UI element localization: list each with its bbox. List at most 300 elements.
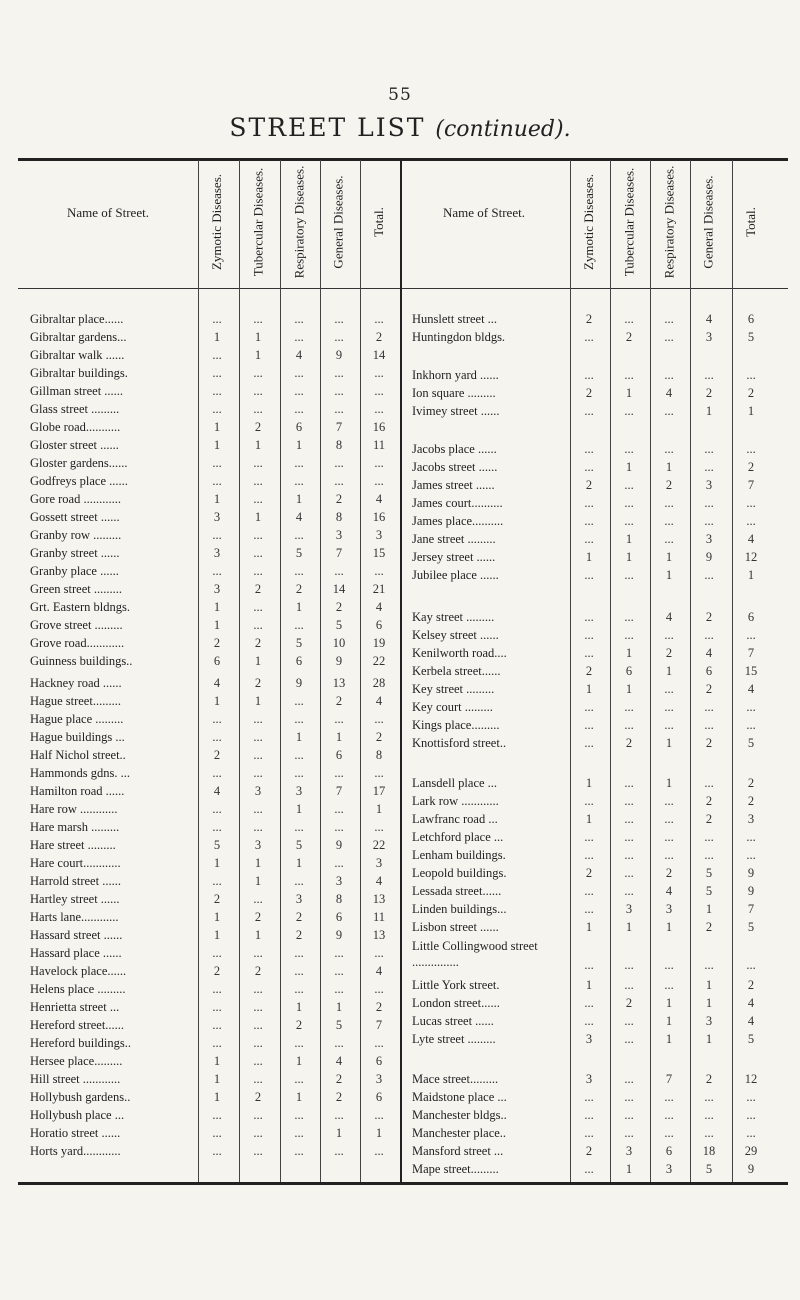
table-row [0, 1106, 800, 1124]
table-row [0, 608, 800, 626]
street-name: Hill street ............ [30, 1072, 121, 1086]
street-name: Granby street ...... [30, 546, 120, 560]
general-count: 3 [335, 874, 343, 888]
tubercular-count: ... [253, 982, 263, 996]
table-row [0, 1030, 800, 1048]
total-count: 15 [744, 664, 758, 678]
table-row [0, 418, 800, 436]
tubercular-count: ... [624, 568, 634, 582]
respiratory-count: ... [664, 718, 674, 732]
tubercular-count: 1 [625, 550, 633, 564]
tubercular-count: ... [624, 1108, 634, 1122]
street-name: Hereford buildings.. [30, 1036, 132, 1050]
respiratory-count: ... [294, 1126, 304, 1140]
respiratory-count: ... [664, 830, 674, 844]
general-count: ... [704, 1126, 714, 1140]
respiratory-count: ... [664, 978, 674, 992]
street-name: Hare street ......... [30, 838, 116, 852]
street-name: Gibraltar place...... [30, 312, 124, 326]
general-count: 5 [705, 1162, 713, 1176]
table-row [0, 1160, 800, 1178]
tubercular-count: 1 [625, 920, 633, 934]
zymotic-count: ... [212, 1036, 222, 1050]
respiratory-count: 2 [295, 582, 303, 596]
header-tubercular-left [239, 167, 277, 277]
street-name: Hollybush gardens.. [30, 1090, 131, 1104]
respiratory-count: 5 [295, 546, 303, 560]
street-name: Hollybush place ... [30, 1108, 125, 1122]
total-count: 4 [747, 682, 755, 696]
tubercular-count: 2 [254, 676, 262, 690]
respiratory-count: 5 [295, 636, 303, 650]
street-name: London street...... [412, 996, 500, 1010]
general-count: ... [704, 514, 714, 528]
total-count: ... [374, 564, 384, 578]
total-count: 5 [747, 736, 755, 750]
total-count: 15 [372, 546, 386, 560]
tubercular-count: ... [253, 1072, 263, 1086]
respiratory-count: ... [294, 946, 304, 960]
respiratory-count: ... [294, 456, 304, 470]
total-count: 7 [747, 646, 755, 660]
tubercular-count: ... [624, 884, 634, 898]
street-name: Horatio street ...... [30, 1126, 121, 1140]
total-count: 2 [747, 978, 755, 992]
header-bottom-rule [18, 288, 788, 289]
zymotic-count: 1 [213, 438, 221, 452]
general-count: ... [334, 366, 344, 380]
tubercular-count: ... [253, 1018, 263, 1032]
zymotic-count: ... [212, 820, 222, 834]
zymotic-count: 3 [213, 546, 221, 560]
respiratory-count: 1 [665, 664, 673, 678]
table-row [0, 734, 800, 752]
respiratory-count: ... [664, 628, 674, 642]
tubercular-count: 2 [254, 636, 262, 650]
total-count: ... [374, 982, 384, 996]
header-label: Tubercular Diseases. [621, 167, 636, 277]
tubercular-count: ... [253, 730, 263, 744]
zymotic-count: ... [584, 996, 594, 1010]
general-count: 1 [335, 1000, 343, 1014]
total-count: 3 [747, 812, 755, 826]
general-count: ... [334, 946, 344, 960]
total-count: 5 [747, 330, 755, 344]
street-name: Leopold buildings. [412, 866, 507, 880]
general-count: ... [334, 456, 344, 470]
street-name: Kings place......... [412, 718, 500, 732]
respiratory-count: ... [664, 404, 674, 418]
zymotic-count: ... [584, 958, 594, 972]
tubercular-count: ... [253, 402, 263, 416]
total-count: 21 [372, 582, 386, 596]
respiratory-count: 1 [665, 1032, 673, 1046]
street-name: Maidstone place ... [412, 1090, 507, 1104]
zymotic-count: 1 [213, 492, 221, 506]
total-count: ... [746, 514, 756, 528]
general-count: 4 [705, 646, 713, 660]
total-count: 6 [375, 618, 383, 632]
street-name: Key court ......... [412, 700, 493, 714]
general-count: 13 [332, 676, 346, 690]
total-count: 4 [375, 694, 383, 708]
tubercular-count: ... [253, 748, 263, 762]
general-count: 5 [705, 884, 713, 898]
header-label: General Diseases. [331, 175, 347, 269]
general-count: 1 [705, 996, 713, 1010]
tubercular-count: 1 [625, 532, 633, 546]
total-count: 1 [375, 802, 383, 816]
street-name: Horts yard............ [30, 1144, 121, 1158]
tubercular-count: ... [253, 474, 263, 488]
zymotic-count: ... [212, 730, 222, 744]
respiratory-count: ... [664, 848, 674, 862]
tubercular-count: ... [624, 866, 634, 880]
street-name: Lyte street ......... [412, 1032, 496, 1046]
table-row [0, 716, 800, 734]
tubercular-count: ... [624, 958, 634, 972]
street-name: Glass street ......... [30, 402, 120, 416]
total-count: 16 [372, 510, 386, 524]
zymotic-count: 1 [213, 330, 221, 344]
zymotic-count: ... [584, 610, 594, 624]
general-count: 9 [335, 654, 343, 668]
general-count: ... [334, 802, 344, 816]
tubercular-count: ... [624, 830, 634, 844]
tubercular-count: ... [624, 610, 634, 624]
tubercular-count: ... [253, 312, 263, 326]
zymotic-count: ... [584, 646, 594, 660]
tubercular-count: 2 [625, 330, 633, 344]
zymotic-count: 2 [585, 478, 593, 492]
total-count: 4 [747, 996, 755, 1010]
general-count: ... [334, 1108, 344, 1122]
tubercular-count: 1 [254, 694, 262, 708]
street-name: Gibraltar gardens... [30, 330, 127, 344]
total-count: 2 [747, 386, 755, 400]
street-name: Hereford street...... [30, 1018, 125, 1032]
street-name: Kay street ......... [412, 610, 495, 624]
general-count: 3 [705, 532, 713, 546]
respiratory-count: ... [664, 330, 674, 344]
zymotic-count: ... [584, 884, 594, 898]
zymotic-count: 2 [213, 636, 221, 650]
total-count: 4 [747, 532, 755, 546]
tubercular-count: ... [253, 1126, 263, 1140]
general-count: ... [334, 964, 344, 978]
respiratory-count: 1 [295, 1000, 303, 1014]
total-count: ... [374, 712, 384, 726]
total-count: 2 [747, 794, 755, 808]
total-count: 1 [747, 404, 755, 418]
table-row [0, 846, 800, 864]
tubercular-count: ... [253, 528, 263, 542]
street-name: Ion square ......... [412, 386, 496, 400]
street-name: Lessada street...... [412, 884, 502, 898]
general-count: ... [334, 1036, 344, 1050]
tubercular-count: ... [624, 442, 634, 456]
table-row [0, 918, 800, 936]
general-count: 2 [335, 1090, 343, 1104]
total-count: ... [746, 1090, 756, 1104]
table-row [0, 1088, 800, 1106]
total-count: 11 [372, 910, 386, 924]
zymotic-count: ... [584, 736, 594, 750]
respiratory-count: 1 [665, 1014, 673, 1028]
respiratory-count: 1 [295, 492, 303, 506]
total-count: 9 [747, 1162, 755, 1176]
total-count: ... [374, 1036, 384, 1050]
total-count: 5 [747, 920, 755, 934]
zymotic-count: 1 [213, 1072, 221, 1086]
total-count: 9 [747, 866, 755, 880]
street-name: Mace street......... [412, 1072, 499, 1086]
zymotic-count: ... [584, 442, 594, 456]
zymotic-count: 2 [585, 1144, 593, 1158]
respiratory-count: ... [294, 330, 304, 344]
respiratory-count: ... [294, 982, 304, 996]
tubercular-count: 1 [254, 330, 262, 344]
street-name: Gossett street ...... [30, 510, 120, 524]
zymotic-count: 3 [213, 510, 221, 524]
general-count: ... [704, 718, 714, 732]
tubercular-count: ... [253, 618, 263, 632]
tubercular-count: ... [624, 1032, 634, 1046]
table-row [0, 976, 800, 994]
header-label: General Diseases. [701, 175, 717, 269]
table-row [0, 1012, 800, 1030]
general-count: 4 [335, 1054, 343, 1068]
respiratory-count: ... [294, 528, 304, 542]
general-count: 2 [705, 610, 713, 624]
street-name: Gibraltar buildings. [30, 366, 128, 380]
respiratory-count: ... [664, 442, 674, 456]
total-count: 4 [747, 1014, 755, 1028]
zymotic-count: 1 [213, 910, 221, 924]
zymotic-count: 2 [213, 748, 221, 762]
respiratory-count: ... [294, 820, 304, 834]
street-name: Lawfranc road ... [412, 812, 498, 826]
tubercular-count: 1 [254, 856, 262, 870]
street-name: Hassard street ...... [30, 928, 123, 942]
general-count: ... [704, 496, 714, 510]
zymotic-count: 2 [585, 866, 593, 880]
total-count: 12 [744, 550, 758, 564]
street-name: James street ...... [412, 478, 495, 492]
respiratory-count: ... [294, 1144, 304, 1158]
table-row [0, 994, 800, 1012]
tubercular-count: 3 [254, 784, 262, 798]
street-name: Granby place ...... [30, 564, 119, 578]
zymotic-count: ... [584, 460, 594, 474]
total-count: 3 [375, 528, 383, 542]
general-count: 7 [335, 784, 343, 798]
tubercular-count: 1 [625, 646, 633, 660]
zymotic-count: 1 [213, 928, 221, 942]
total-count: ... [746, 1126, 756, 1140]
street-name: Helens place ......... [30, 982, 126, 996]
zymotic-count: ... [584, 514, 594, 528]
general-count: ... [334, 330, 344, 344]
zymotic-count: 1 [585, 978, 593, 992]
street-name: James place.......... [412, 514, 504, 528]
table-row [0, 494, 800, 512]
street-name: James court.......... [412, 496, 503, 510]
tubercular-count: ... [624, 812, 634, 826]
general-count: 2 [705, 794, 713, 808]
tubercular-count: ... [253, 564, 263, 578]
general-count: ... [334, 712, 344, 726]
header-tubercular-right [610, 167, 648, 277]
street-name: Lark row ............ [412, 794, 499, 808]
tubercular-count: ... [624, 794, 634, 808]
respiratory-count: 1 [295, 1054, 303, 1068]
street-name: Key street ......... [412, 682, 495, 696]
respiratory-count: ... [294, 384, 304, 398]
tubercular-count: ... [624, 848, 634, 862]
tubercular-count: 1 [625, 682, 633, 696]
total-count: ... [374, 402, 384, 416]
zymotic-count: 1 [213, 1054, 221, 1068]
street-name: Hague place ......... [30, 712, 124, 726]
general-count: 1 [705, 404, 713, 418]
street-name: Havelock place...... [30, 964, 127, 978]
tubercular-count: ... [253, 712, 263, 726]
table-bottom-rule [18, 1182, 788, 1185]
general-count: 1 [335, 730, 343, 744]
table-row [0, 458, 800, 476]
respiratory-count: 2 [295, 1018, 303, 1032]
respiratory-count: ... [294, 1108, 304, 1122]
tubercular-count: ... [253, 492, 263, 506]
respiratory-count: 1 [665, 550, 673, 564]
street-name: Letchford place ... [412, 830, 504, 844]
respiratory-count: ... [294, 618, 304, 632]
general-count: 2 [705, 920, 713, 934]
tubercular-count: 2 [254, 910, 262, 924]
table-row [0, 1052, 800, 1070]
street-name: Hague buildings ... [30, 730, 125, 744]
table-row [0, 310, 800, 328]
general-count: 1 [705, 978, 713, 992]
tubercular-count: ... [253, 366, 263, 380]
table-row [0, 1070, 800, 1088]
respiratory-count: ... [294, 874, 304, 888]
table-row [0, 1142, 800, 1160]
respiratory-count: ... [664, 532, 674, 546]
respiratory-count: 4 [665, 884, 673, 898]
page-number: 55 [388, 85, 412, 105]
total-count: 7 [375, 1018, 383, 1032]
respiratory-count: ... [664, 514, 674, 528]
general-count: 18 [702, 1144, 716, 1158]
zymotic-count: 4 [213, 784, 221, 798]
zymotic-count: 1 [585, 812, 593, 826]
title-suffix: (continued). [435, 117, 571, 142]
table-row [0, 346, 800, 364]
tubercular-count: ... [624, 1014, 634, 1028]
street-name: Gore road ............ [30, 492, 121, 506]
total-count: ... [746, 628, 756, 642]
tubercular-count: ... [253, 820, 263, 834]
general-count: ... [704, 776, 714, 790]
respiratory-count: 6 [295, 420, 303, 434]
general-count: 2 [335, 600, 343, 614]
table-row [0, 626, 800, 644]
table-row [0, 366, 800, 384]
zymotic-count: ... [212, 474, 222, 488]
table-row [0, 1124, 800, 1142]
respiratory-count: 3 [665, 1162, 673, 1176]
general-count: 2 [705, 812, 713, 826]
general-count: ... [704, 700, 714, 714]
respiratory-count: ... [664, 368, 674, 382]
zymotic-count: 1 [213, 694, 221, 708]
total-count: ... [374, 384, 384, 398]
street-name: Harts lane............ [30, 910, 119, 924]
tubercular-count: 1 [625, 460, 633, 474]
general-count: 2 [335, 1072, 343, 1086]
total-count: 17 [372, 784, 386, 798]
tubercular-count: ... [253, 1144, 263, 1158]
zymotic-count: ... [584, 700, 594, 714]
general-count: 7 [335, 420, 343, 434]
street-name: Ivimey street ...... [412, 404, 500, 418]
tubercular-count: ... [253, 546, 263, 560]
general-count: ... [704, 442, 714, 456]
respiratory-count: ... [664, 700, 674, 714]
general-count: 9 [335, 348, 343, 362]
tubercular-count: ... [253, 600, 263, 614]
tubercular-count: 1 [625, 386, 633, 400]
general-count: ... [704, 460, 714, 474]
total-count: ... [746, 1108, 756, 1122]
street-name: Hamilton road ...... [30, 784, 125, 798]
street-name: Gillman street ...... [30, 384, 124, 398]
total-count: 22 [372, 838, 386, 852]
total-count: 4 [375, 600, 383, 614]
total-count: 28 [372, 676, 386, 690]
street-name: Lisbon street ...... [412, 920, 499, 934]
general-count: ... [704, 368, 714, 382]
tubercular-count: ... [253, 802, 263, 816]
general-count: ... [334, 1144, 344, 1158]
tubercular-count: 3 [625, 1144, 633, 1158]
zymotic-count: ... [584, 1108, 594, 1122]
total-count: ... [374, 820, 384, 834]
general-count: ... [334, 384, 344, 398]
table-row [0, 476, 800, 494]
general-count: 2 [705, 736, 713, 750]
total-count: ... [374, 474, 384, 488]
tubercular-count: 6 [625, 664, 633, 678]
general-count: ... [704, 830, 714, 844]
header-label: Zymotic Diseases. [581, 173, 597, 271]
respiratory-count: ... [664, 794, 674, 808]
street-name: Hassard place ...... [30, 946, 122, 960]
respiratory-count: ... [664, 1108, 674, 1122]
street-name: Grove road............ [30, 636, 125, 650]
respiratory-count: 6 [665, 1144, 673, 1158]
general-count: 2 [705, 1072, 713, 1086]
zymotic-count: ... [584, 902, 594, 916]
zymotic-count: ... [584, 794, 594, 808]
respiratory-count: 1 [295, 730, 303, 744]
header-label: Respiratory Diseases. [291, 165, 307, 279]
table-row [0, 680, 800, 698]
general-count: ... [704, 848, 714, 862]
street-name: Lucas street ...... [412, 1014, 494, 1028]
